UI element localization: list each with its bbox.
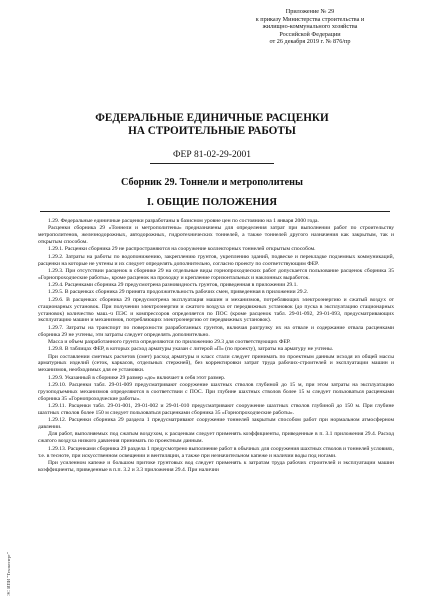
paragraph: 1.29.3. При отсутствии расценок в сборнике 29 на отдельные виды горнопроходческих работ допускается пользование расценок сборника 35 «Горнопроходческие работы», кроме расценок на проходку и крепление горизонтальных и наклонных выработок. bbox=[38, 267, 394, 281]
paragraph: Для работ, выполняемых под сжатым воздухом, к расценкам следует применять коэффициенты, приведенные в п. 3.1 приложения 29.4. Расход сжатого воздуха низкого давления принимать по проектным данным. bbox=[38, 431, 394, 445]
appendix-block bbox=[230, 8, 390, 46]
paragraph: 1.29.1. Расценки сборника 29 не распространяются на сооружение коллекторных тоннелей открытым способом. bbox=[48, 246, 316, 253]
paragraph: 1.29.11. Расценки табл. 29-01-001, 29-01-002 и 29-01-010 предусматривают сооружение шахтных стволов глубиной до 150 м. При глубине шахтных стволов более 150 м следует пользоваться расценками сборника 35 «Горнопроходческие работы». bbox=[38, 403, 394, 416]
section-heading: I. ОБЩИЕ ПОЛОЖЕНИЯ bbox=[146, 196, 278, 208]
title-line-1: ФЕДЕРАЛЬНЫЕ ЕДИНИЧНЫЕ РАСЦЕНКИ bbox=[95, 112, 329, 124]
paragraph: При усиленном капеже и большом притоке грунтовых вод следует применять к затратам труда рабочих строителей и эксплуатации машин коэффициенты, приведенные в п.п. 3.2 и 3.3 приложения 29.4. При наличии bbox=[38, 459, 394, 473]
collection-title: Сборник 29. Тоннели и метрополитены bbox=[121, 177, 303, 188]
appendix-line: Приложение № 29 bbox=[285, 8, 335, 15]
paragraph: 1.29.10. Расценки табл. 29-01-009 предусматривают сооружение шахтных стволов глубиной до 15 м, при этом затраты на эксплуатацию грузоподъемных механизмов определяются в соответствии с ПОС. При глубине шахтных стволов более 15 м следует пользоваться расценками сборника 35 «Горнопроходческие работы». bbox=[38, 381, 394, 402]
paragraph: 1.29.12. Расценки сборника 29 раздела 1 предусматривают сооружение тоннелей закрытым способом работ при нормальном атмосферном давлении. bbox=[38, 417, 394, 431]
paragraph: 1.29.2. Затраты на работы по водопонижению, закреплению грунтов, укреплению зданий, подвеске и перекладке подземных коммуникаций, расценки на которые не учтены и их следует определять дополнительно, согласно проекту по соответствующим ФЕР. bbox=[38, 253, 394, 267]
paragraph: 1.29.7. Затраты на транспорт по поверхности разработанных грунтов, включая разгрузку их на отвале и содержание отвала расценками сборника 29 не учтены, эти затраты следует определять дополнительно. bbox=[38, 324, 394, 338]
appendix-line: к приказу Министерства строительства и bbox=[255, 15, 365, 23]
section-divider bbox=[40, 211, 390, 212]
paragraph: Масса и объем разработанного грунта определяются по приложению 29.3 для соответствующих ФЕР. bbox=[48, 338, 291, 345]
paragraph: 1.29.13. Расценками сборника 29 раздела 1 предусмотрено выполнение работ в обычных для сооружения шахтных стволов и тоннелей условиях, т.е. в тесноте, при искусственном освещении и вентиляции, а также при незначительном капеже и наличии воды под ногами. bbox=[38, 445, 395, 459]
paragraph: 1.29.4. Расценками сборника 29 предусмотрена разновидность грунтов, приведенная в приложении 29.1. bbox=[48, 282, 298, 289]
document-title bbox=[0, 112, 424, 138]
title-line-2: НА СТРОИТЕЛЬНЫЕ РАБОТЫ bbox=[128, 125, 296, 137]
paragraph: 1.29.5. В расценках сборника 29 принята продолжительность рабочих смен, приведенная в приложении 29.2. bbox=[48, 289, 309, 296]
appendix-line: жилищно-коммунального хозяйства bbox=[262, 23, 358, 31]
paragraph: 1.29.9. Указанный в сборнике 29 размер «до» включает в себя этот размер. bbox=[48, 374, 226, 381]
paragraph: При составлении сметных расчетов (смет) расход арматуры и класс стали следует принимать по проектным данным исходя из общей массы арматурных изделий (сеток, каркасов, отдельных стержней), без корректировки затрат труда рабочих-строителей и эксплуатации машин и механизмов, необходимых для ее установки. bbox=[38, 353, 394, 374]
body-text bbox=[38, 218, 394, 474]
paragraph: 1.29.8. В таблицах ФЕР, в которых расход арматуры указан с литерой «П» (по проекту), затраты на арматуру не учтены. bbox=[48, 346, 334, 353]
paragraph: Расценки сборника 29 «Тоннели и метрополитены» предназначены для определения затрат при выполнении работ по строительству метрополитенов, железнодорожных, автодорожных, гидротехнических тоннелей, а также тоннелей другого назначения как закрытым, так и открытым способом. bbox=[38, 225, 394, 246]
paragraph: 1.29. Федеральные единичные расценки разработаны в базисном уровне цен по состоянию на 1 января 2000 года. bbox=[48, 218, 319, 224]
side-stamp: ЭС ИПИ "Техэксперт" bbox=[6, 552, 11, 596]
paragraph: 1.29.6. В расценках сборника 29 предусмотрена эксплуатация машин и механизмов, потребляющих электроэнергию и сжатый воздух от стационарных установок. При получении электроэнергии и сжатого воздуха от передвижных установок (до пуска в эксплуатацию стационарных установок) количество маш.-ч ПЭС и компрессоров определяется по ПОС (кроме расценок табл. 29-01-092, 29-01-093, предусматривающих эксплуатацию машин и механизмов, потребляющих электроэнергию от передвижных установок). bbox=[38, 296, 394, 324]
appendix-line: от 26 декабря 2019 г. № 876/пр bbox=[269, 38, 351, 46]
fer-code-underline bbox=[150, 163, 274, 164]
appendix-line: Российской Федерации bbox=[279, 30, 341, 38]
fer-code: ФЕР 81-02-29-2001 bbox=[173, 150, 251, 160]
